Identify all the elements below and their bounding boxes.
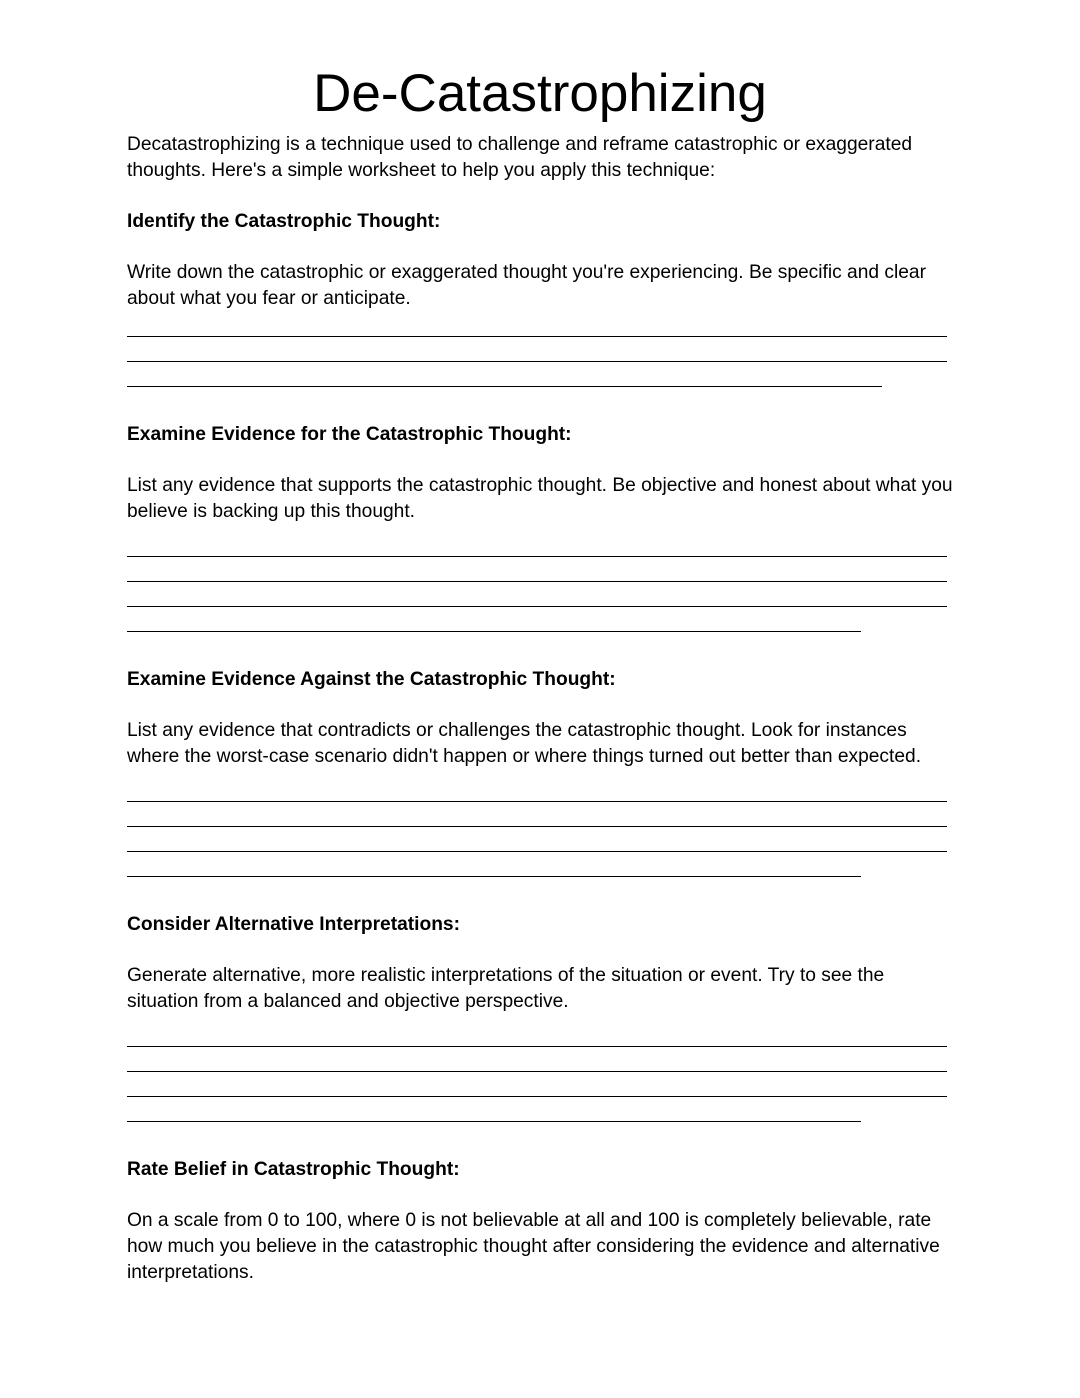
writing-line[interactable] <box>127 1072 947 1097</box>
writing-line[interactable] <box>127 1022 947 1047</box>
writing-line[interactable] <box>127 777 947 802</box>
writing-line[interactable] <box>127 362 882 387</box>
writing-line[interactable] <box>127 582 947 607</box>
section-instruction: List any evidence that contradicts or challenges the catastrophic thought. Look for instances where the worst-case scenario didn't happen or where things turned out better than expected. <box>127 720 922 767</box>
writing-lines <box>127 532 957 632</box>
writing-lines <box>127 1022 957 1122</box>
section-heading: Examine Evidence for the Catastrophic Thought: <box>127 424 572 445</box>
section-evidence-against <box>127 667 957 877</box>
writing-line[interactable] <box>127 1097 861 1122</box>
section-heading: Rate Belief in Catastrophic Thought: <box>127 1159 460 1180</box>
section-heading: Identify the Catastrophic Thought: <box>127 211 441 232</box>
intro-text: Decatastrophizing is a technique used to challenge and reframe catastrophic or exaggerated thoughts. Here's a simple worksheet to help you apply this technique: <box>127 134 913 181</box>
worksheet-content <box>127 132 957 1286</box>
writing-lines <box>127 312 957 387</box>
section-heading: Consider Alternative Interpretations: <box>127 914 460 935</box>
writing-lines <box>127 777 957 877</box>
writing-line[interactable] <box>127 337 947 362</box>
page-title: De-Catastrophizing <box>313 64 767 123</box>
section-alternative-interpretations <box>127 912 957 1122</box>
section-instruction: Generate alternative, more realistic interpretations of the situation or event. Try to see the situation from a balanced and objective perspective. <box>127 965 885 1012</box>
writing-line[interactable] <box>127 1047 947 1072</box>
writing-line[interactable] <box>127 802 947 827</box>
section-heading: Examine Evidence Against the Catastrophic Thought: <box>127 669 616 690</box>
section-instruction: Write down the catastrophic or exaggerated thought you're experiencing. Be specific and clear about what you fear or anticipate. <box>127 262 926 309</box>
writing-line[interactable] <box>127 557 947 582</box>
writing-line[interactable] <box>127 607 861 632</box>
section-instruction: On a scale from 0 to 100, where 0 is not believable at all and 100 is completely believable, rate how much you believe in the catastrophic thought after considering the evidence and alternative interpretations. <box>127 1210 940 1283</box>
writing-line[interactable] <box>127 827 947 852</box>
section-rate-belief <box>127 1157 957 1286</box>
writing-line[interactable] <box>127 312 947 337</box>
section-instruction: List any evidence that supports the catastrophic thought. Be objective and honest about what you believe is backing up this thought. <box>127 475 953 522</box>
writing-line[interactable] <box>127 532 947 557</box>
writing-line[interactable] <box>127 852 861 877</box>
section-evidence-for <box>127 422 957 632</box>
section-identify-thought <box>127 209 957 387</box>
